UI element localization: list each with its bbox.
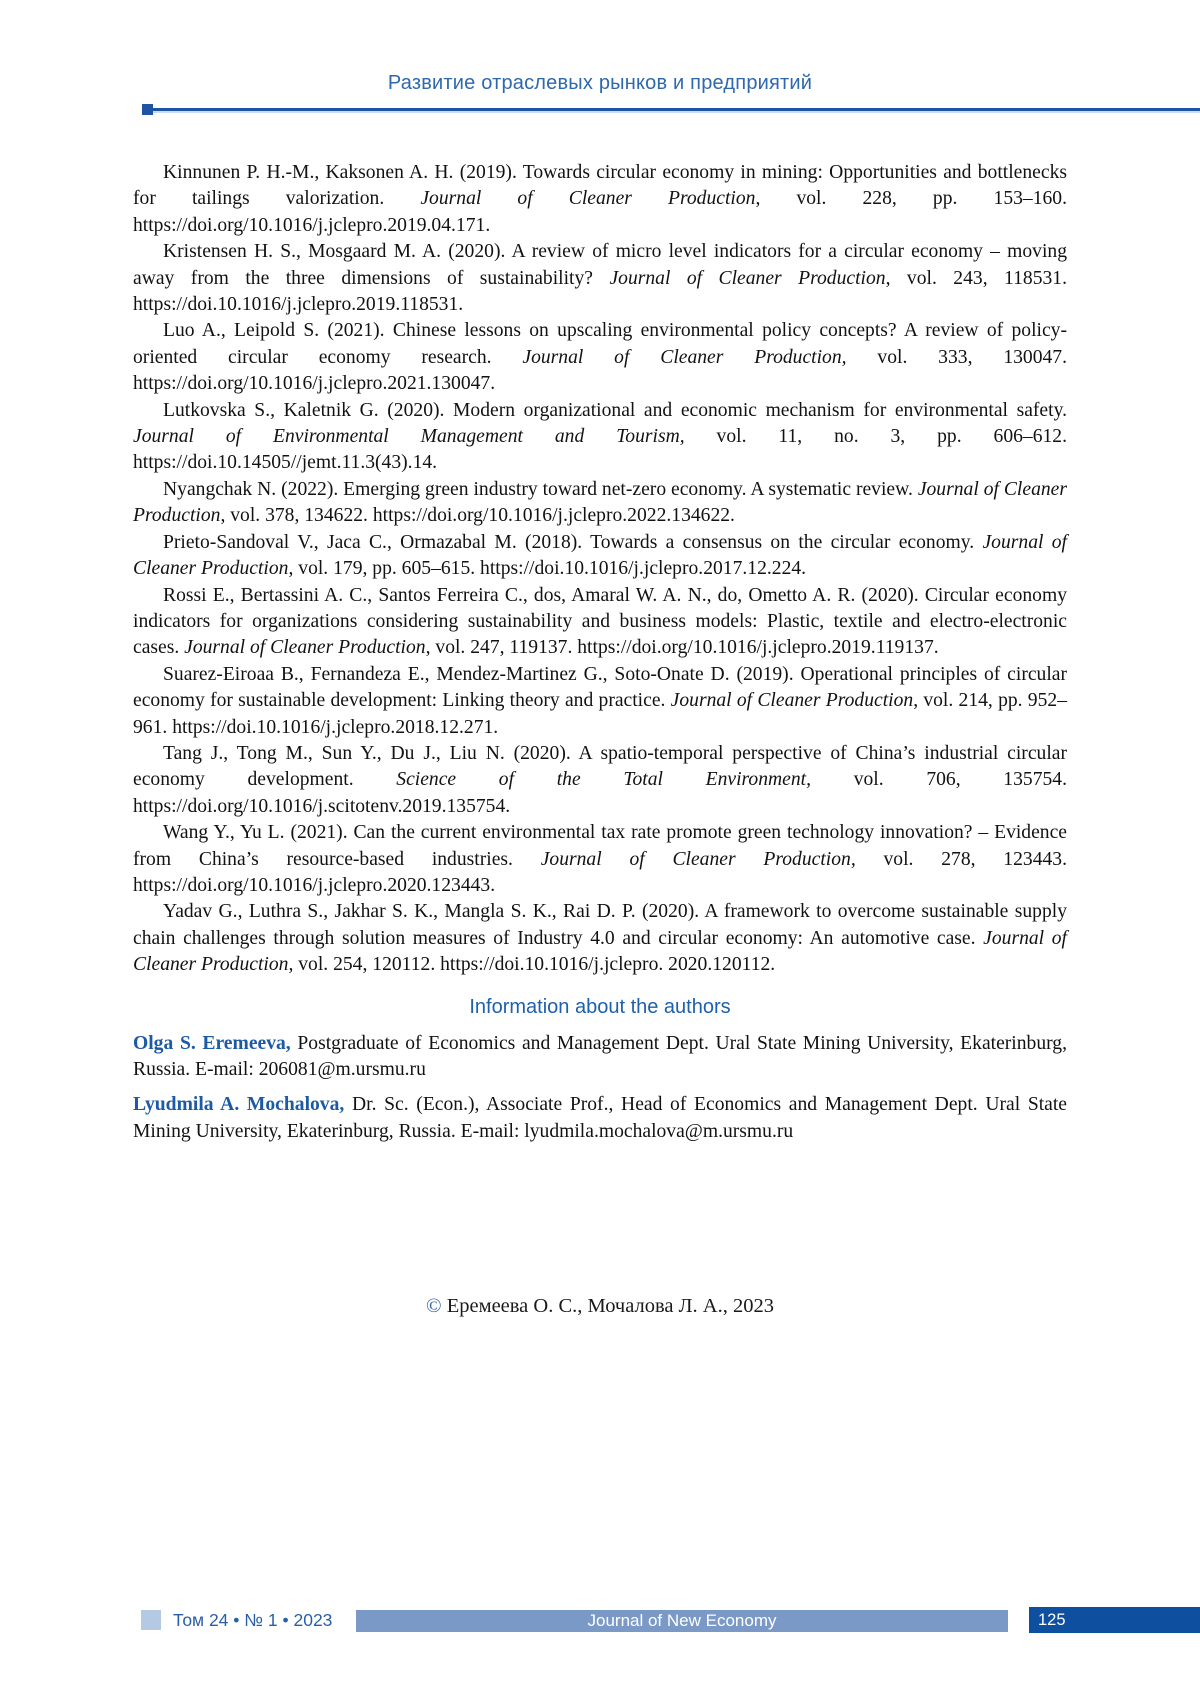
references-list [133,160,1067,979]
reference-entry: Kristensen H. S., Mosgaard M. A. (2020). A review of micro level indicators for a circular economy – moving away from the three dimensions of sustainability? Journal of Cleaner Production, vol. 243, 118531. https://doi.10.1016/j.jclepro.2019.118531. [133,241,1067,316]
reference-entry: Lutkovska S., Kaletnik G. (2020). Modern organizational and economic mechanism for environmental safety. Journal of Environmental Management and Tourism, vol. 11, no. 3, pp. 606–612. https://doi.10.14505//jemt.11.3(43).14. [133,399,1068,474]
reference-entry: Luo A., Leipold S. (2021). Chinese lessons on upscaling environmental policy concepts? A review of policy-oriented circular economy research. Journal of Cleaner Production, vol. 333, 130047. https://doi.org/10.1016/j.jclepro.2021.130047. [133,320,1067,395]
volume-info: Том 24 • № 1 • 2023 [173,1610,333,1630]
journal-name: Journal of New Economy [587,1611,777,1630]
copyright-symbol: © [426,1295,442,1317]
running-title: Развитие отраслевых рынков и предприятий [387,72,813,94]
author-entry: Lyudmila A. Mochalova, Dr. Sc. (Econ.), Associate Prof., Head of Economics and Management Dept. Ural State Mining University, Ekaterinburg, Russia. E-mail: lyudmila.mochalova@m.ursmu.ru [133,1094,1067,1142]
page-number: 125 [1038,1611,1066,1629]
reference-entry: Wang Y., Yu L. (2021). Can the current environmental tax rate promote green technology innovation? – Evidence from China’s resource-based industries. Journal of Cleaner Production, vol. 278, 123443. https://doi.org/10.1016/j.jclepro.2020.123443. [133,822,1067,896]
authors-section-heading: Information about the authors [469,995,731,1018]
author-name: Olga S. Eremeeva, [133,1032,291,1054]
header-rule [143,108,1200,111]
page-number-box [1029,1607,1200,1633]
journal-name-bar [356,1610,1008,1632]
reference-entry: Rossi E., Bertassini A. C., Santos Ferreira C., dos, Amaral W. A. N., do, Ometto A. R. (2020). Circular economy indicators for organizations considering sustainability and business models: Plastic, textile and electro-electronic cases. Journal of Cleaner Production, vol. 247, 119137. https://doi.org/10.1016/j.jclepro.2019.119137. [133,584,1067,659]
reference-entry: Tang J., Tong M., Sun Y., Du J., Liu N. (2020). A spatio-temporal perspective of China’s industrial circular economy development. Science of the Total Environment, vol. 706, 135754. https://doi.org/10.1016/j.scitotenv.2019.135754. [133,742,1067,817]
reference-entry: Nyangchak N. (2022). Emerging green industry toward net-zero economy. A systematic review. Journal of Cleaner Production, vol. 378, 134622. https://doi.org/10.1016/j.jclepro.2022.134622. [133,478,1067,527]
reference-entry: Prieto-Sandoval V., Jaca C., Ormazabal M. (2018). Towards a consensus on the circular economy. Journal of Cleaner Production, vol. 179, pp. 605–615. https://doi.10.1016/j.jclepro.2017.12.224. [133,531,1067,580]
author-entry: Olga S. Eremeeva, Postgraduate of Economics and Management Dept. Ural State Mining University, Ekaterinburg, Russia. E-mail: 206081@m.ursmu.ru [133,1032,1068,1080]
copyright-text: Еремеева О. С., Мочалова Л. А., 2023 [446,1295,774,1317]
authors-list [133,1031,1067,1146]
page-content [133,160,1067,1154]
reference-entry: Kinnunen P. H.-M., Kaksonen A. H. (2019). Towards circular economy in mining: Opportunities and bottlenecks for tailings valorization. Journal of Cleaner Production, vol. 228, pp. 153–160. https://doi.org/10.1016/j.jclepro.2019.04.171. [133,162,1067,236]
header-rule-square [142,104,153,115]
footer-square [141,1610,161,1630]
page-footer [0,1607,1200,1633]
reference-entry: Suarez-Eiroaa B., Fernandeza E., Mendez-Martinez G., Soto-Onate D. (2019). Operational principles of circular economy for sustainable development: Linking theory and practice. Journal of Cleaner Production, vol. 214, pp. 952–961. https://doi.10.1016/j.jclepro.2018.12.271. [133,663,1067,738]
author-name: Lyudmila A. Mochalova, [133,1094,345,1116]
copyright-line [0,1295,1200,1318]
reference-entry: Yadav G., Luthra S., Jakhar S. K., Mangla S. K., Rai D. P. (2020). A framework to overcome sustainable supply chain challenges through solution measures of Industry 4.0 and circular economy: An automotive case. Journal of Cleaner Production, vol. 254, 120112. https://doi.10.1016/j.jclepro. 2020.120112. [133,901,1067,976]
